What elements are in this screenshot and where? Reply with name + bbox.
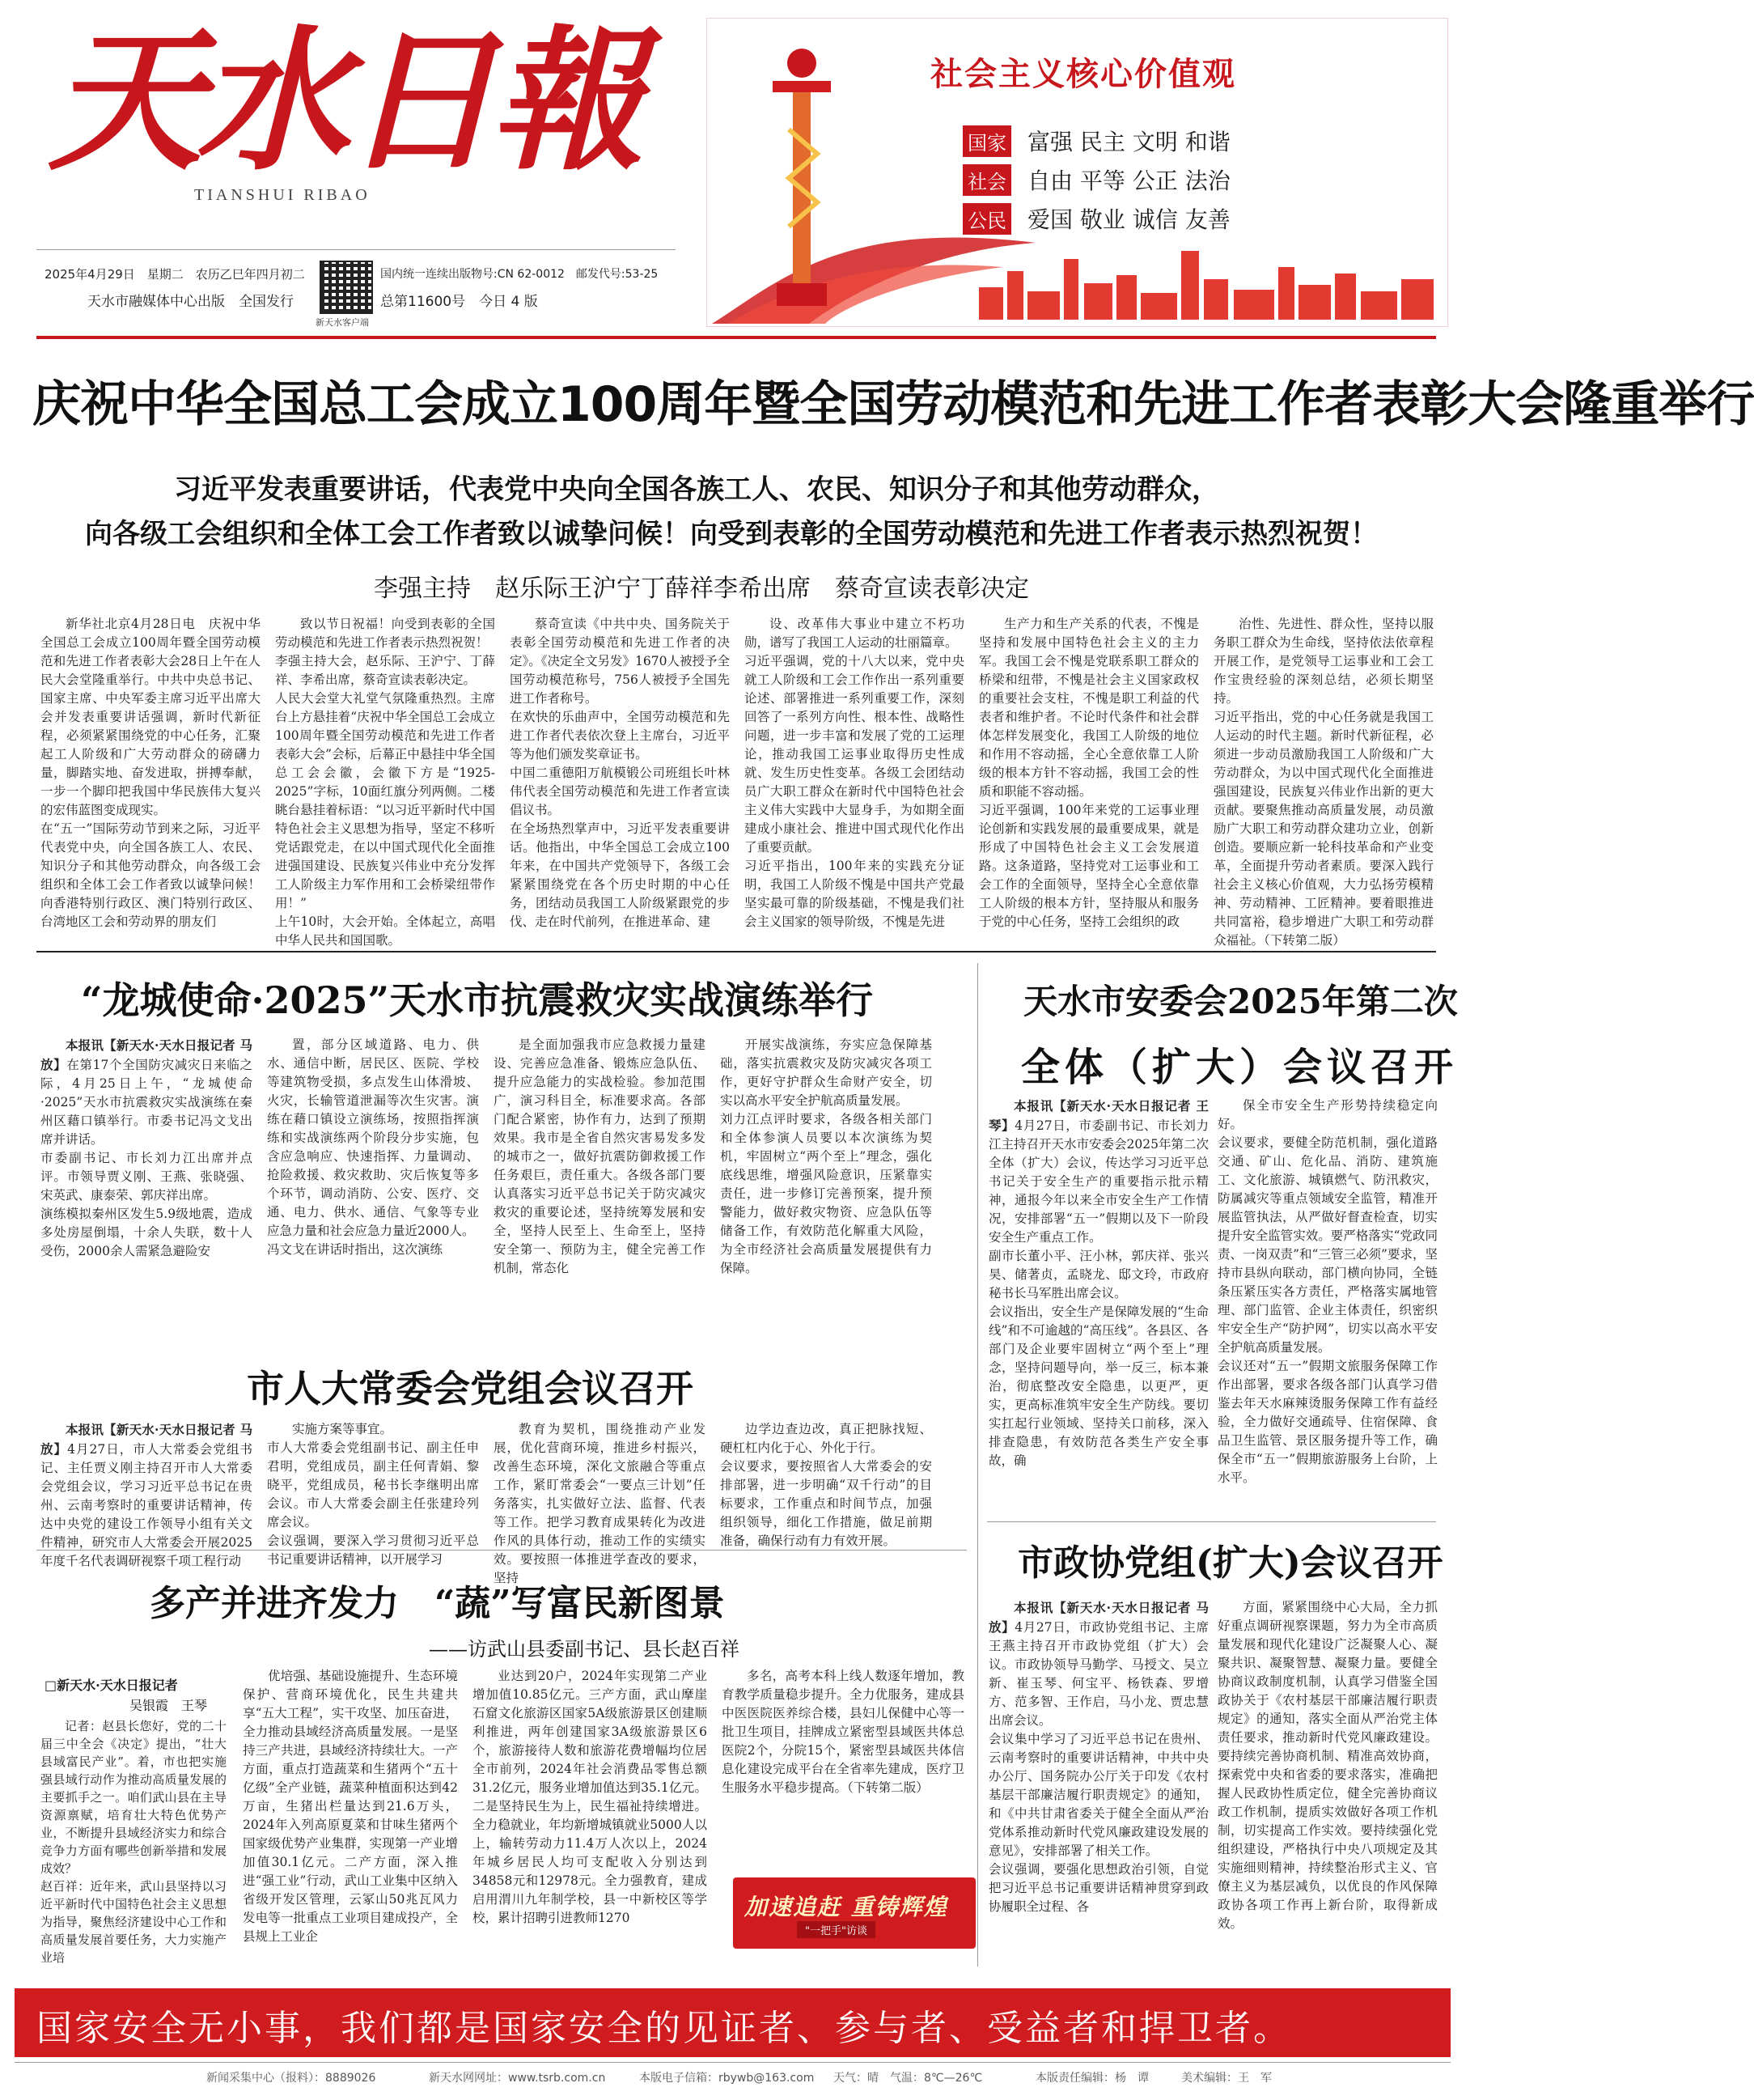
interview-column-1 — [40, 1717, 227, 1972]
interview-column-text: 记者：赵县长您好，党的二十届三中全会《决定》提出，“壮大县域富民产业”。着，市也把实施强县域行动作为推动高质量发展的主要抓手之一。咱们武山县在主导资源禀赋，培育壮大特色优势产业，不断提升县域经济实力和综合竞争力方面有哪些创新举措和发展成效？ 赵百祥：近年来，武山县坚持以习近平新时代中国特色社会主义思想为指导，聚焦经济建设中心工作和高质量发展首要任务，大力实施产业培 — [40, 1719, 227, 1965]
stamp-subtitle: "一把手"访谈 — [797, 1921, 875, 1938]
cppcc-column-1 — [989, 1598, 1209, 1971]
cppcc-byline: 本报讯【新天水·天水日报记者 马放】 — [989, 1600, 1209, 1635]
lead-column-text: 生产力和生产关系的代表，不愧是坚持和发展中国特色社会主义的主力军。我国工会不愧是党联系职工群众的桥梁和纽带，不愧是社会主义国家政权的重要社会支柱，不愧是职工利益的代表者和维护者。不论时代条件和社会群体怎样发展变化，我国工人阶级的地位和作用不容动摇，全心全意依靠工人阶级的根本方针不容动摇，我国工会的性质和职能不容动摇。 习近平强调，100年来党的工运事业理论创新和实践发展的最重要成果，就是形成了中国特色社会主义工会发展道路。这条道路，坚持党对工运事业和工会工作的全面领导，坚持全心全意依靠工人阶级的根本方针，坚持服从和服务于党的中心任务，坚持工会组织的政 — [979, 617, 1199, 929]
national-security-slogan: 国家安全无小事，我们都是国家安全的见证者、参与者、受益者和捍卫者。 — [36, 2008, 1291, 2049]
footer-email[interactable]: 本版电子信箱：rbywb@163.com — [639, 2072, 815, 2085]
lead-column-text: 蔡奇宣读《中共中央、国务院关于表彰全国劳动模范和先进工作者的决定》。《决定全文另发》1670人被授予全国劳动模范称号，756人被授予全国先进工作者称号。 在欢快的乐曲声中，全国劳动模范和先进工作者代表依次登上主席台，习近平等为他们颁发奖章证书。 中国二重德阳万航模锻公司班组长叶林伟代表全国劳动模范和先进工作者宣读倡议书。 在全场热烈掌声中，习近平发表重要讲话。他指出，中华全国总工会成立100年来，在中国共产党领导下，各级工会紧紧围绕党在各个历史时期的中心任务，团结动员我国工人阶级紧跟党的步伐、走在时代前列，在推进革命、建 — [510, 617, 730, 929]
safety-column-text: 4月27日，市委副书记、市长刘力江主持召开天水市安委会2025年第二次全体（扩大）会议，传达学习习近平总书记关于安全生产的重要指示批示精神，通报今年以来全市安全生产工作情况，安排部署“五一”假期以及下一阶段安全生产重点工作。 副市长董小平、汪小林，郭庆祥、张兴昊、储著贞，孟晓龙、邸文玲，市政府秘书长马军胜出席会议。 会议指出，安全生产是保障发展的“生命线”和不可逾越的“高压线”。各县区、各部门及企业要牢固树立“两个至上”理念，坚持问题导向，举一反三，标本兼治，彻底整改安全隐患，以更严，更实，更高标准筑牢安全生产防线。要切实扛起行业领域、坚持关口前移，深入排查隐患，有效防范各类生产安全事故，确 — [989, 1118, 1209, 1468]
drill-headline[interactable]: “龙城使命·2025”天水市抗震救灾实战演练举行 — [81, 978, 873, 1022]
core-values-title: 社会主义核心价值观 — [930, 55, 1236, 93]
issue-line: 总第11600号 今日 4 版 — [380, 294, 538, 310]
npc-column-text: 教育为契机，围绕推动产业发展，优化营商环境，推进乡村振兴，改善生态环境，深化文旅融合等重点工作，紧盯常委会“一要点三计划”任务落实，扎实做好立法、监督、代表等工作。把学习教育成果转化为改进作风的具体行动，推动工作的实绩实效。要按照一体推进学查改的要求，坚持 — [494, 1422, 705, 1585]
city-skyline-graphic — [971, 243, 1440, 320]
section-divider — [36, 951, 1436, 952]
masthead-logo: 天水日報 — [49, 11, 638, 191]
lead-column-2 — [275, 615, 495, 948]
values-text: 富强 民主 文明 和谐 — [1027, 129, 1231, 155]
interview-column-text: 优培强、基础设施提升、生态环境保护、营商环境优化，民生共建共享“五大工程”，实干攻坚、加压奋进，全力推动县域经济高质量发展。一是坚持三产共进，县域经济持续壮大。一产方面，重点打造蔬菜和生猪两个“五十亿级”全产业链，蔬菜种植面积达到42万亩，生猪出栏量达到21.6万头，2024年入列高原夏菜和甘味生猪两个国家级优势产业集群，实现第一产业增加值30.1亿元。二产方面，深入推进“强工业”行动，武山工业集中区纳入省级开发区管理，云冢山50兆瓦风力发电等一批重点工业项目建成投产，全县规上工业企 — [243, 1669, 458, 1944]
values-row-citizen — [963, 202, 1231, 235]
lead-column-1 — [40, 615, 261, 939]
lead-column-text: 治性、先进性、群众性，坚持以服务职工群众为生命线，坚持依法依章程开展工作，是党领导工运事业和工会工作宝贵经验的深刻总结，必须长期坚持。 习近平指出，党的中心任务就是我国工人运动的时代主题。新时代新征程，必须进一步动员激励我国工人阶级和广大劳动群众，为以中国式现代化全面推进强国建设，民族复兴伟业作出新的更大贡献。要聚焦推动高质量发展，动员激励广大职工和劳动群众建功立业，创新创造。要顺应新一轮科技革命和产业变革，全面提升劳动者素质。要深入践行社会主义核心价值观，大力弘扬劳模精神、劳动精神、工匠精神。要着眼推进共同富裕，稳步增进广大职工和劳动群众福祉。（下转第二版） — [1214, 617, 1434, 948]
lead-column-4 — [744, 615, 964, 939]
date-line: 2025年4月29日 星期二 农历乙巳年四月初二 — [44, 267, 305, 282]
values-tag: 公民 — [963, 203, 1011, 235]
npc-column-text: 4月27日，市人大常委会党组书记、主任贾义刚主持召开市人大常委会党组会议，学习习近平总书记在贵州、云南考察时的重要讲话精神，传达中央党的建设工作领导小组有关文件精神，研究市人大常委会开展2025年度千名代表调研视察千项工程行动 — [40, 1442, 252, 1568]
footer-hotline: 新闻采集中心（报料）：8889026 — [206, 2072, 376, 2085]
interview-reporters-label: □新天水·天水日报记者 — [44, 1678, 178, 1693]
cppcc-column-2 — [1218, 1598, 1438, 1971]
header-rule — [36, 336, 1436, 339]
values-text: 爱国 敬业 诚信 友善 — [1027, 206, 1231, 233]
interview-headline[interactable]: 多产并进齐发力 “蔬”写富民新图景 — [150, 1583, 725, 1624]
drill-byline: 本报讯【新天水·天水日报记者 马放】 — [40, 1037, 252, 1072]
cppcc-headline[interactable]: 市政协党组(扩大)会议召开 — [1018, 1542, 1443, 1584]
drill-column-4 — [720, 1036, 932, 1343]
lead-subheadline-2: 向各级工会组织和全体工会工作者致以诚挚问候！向受到表彰的全国劳动模范和先进工作者表示热烈祝贺！ — [85, 518, 1378, 550]
interview-subhead: ——访武山县委副书记、县长赵百祥 — [429, 1638, 739, 1661]
npc-column-text: 边学边查边改，真正把脉找短、硬杠杠内化于心、外化于行。 会议要求，要按照省人大常委会的安排部署，进一步明确“双千行动”的目标要求，工作重点和时间节点，加强组织领导，细化工作措施，做足前期准备，确保行动有力有效开展。 — [720, 1422, 932, 1548]
lead-subheadline-3: 李强主持 赵乐际王沪宁丁薛祥李希出席 蔡奇宣读表彰决定 — [374, 575, 1029, 603]
lead-headline[interactable]: 庆祝中华全国总工会成立100周年暨全国劳动模范和先进工作者表彰大会隆重举行 — [32, 376, 1754, 433]
footer-website[interactable]: 新天水网网址：www.tsrb.com.cn — [429, 2072, 606, 2085]
cppcc-column-text: 方面，紧紧围绕中心大局，全力抓好重点调研视察课题，努力为全市高质量发展和现代化建设广泛凝聚人心、凝聚共识、凝聚智慧、凝聚力量。要健全协商议政制度机制，认真学习借鉴全国政协关于《农村基层干部廉洁履行职责规定》的通知，落实全面从严治党主体责任要求，推动新时代党风廉政建设。要持续完善协商机制、精准高效协商，探索党中央和省委的要求落实，准确把握人民政协性质定位，健全完善协商议政工作机制，提质实效做好各项工作机制，切实提高工作实效。要持续强化党组织建设，严格执行中央八项规定及其实施细则精神，持续整治形式主义、官僚主义为基层减负，以优良的作风保障政协各项工作再上新台阶，取得新成效。 — [1218, 1600, 1438, 1931]
npc-column-text: 实施方案等事宜。 市人大常委会党组副书记、副主任申君明，党组成员，副主任何青娟、黎晓平，党组成员，秘书长李继明出席会议。市人大常委会副主任张建玲列席会议。 会议强调，要深入学习贯彻习近平总书记重要讲话精神，以开展学习 — [267, 1422, 479, 1567]
section-divider — [36, 1550, 967, 1551]
interview-column-text: 业达到20户，2024年实现第二产业增加值10.85亿元。三产方面，武山摩崖石窟文化旅游区国家5A级旅游景区创建顺利推进，两年创建国家3A级旅游景区6个，旅游接待人数和旅游花费增幅均位居全市前列，2024年社会消费品零售总额31.2亿元，服务业增加值达到35.1亿元。二是坚持民生为上，民生福祉持续增进。全力稳就业，年均新增城镇就业5000人以上，输转劳动力11.4万人次以上，2024年城乡居民人均可支配收入分别达到34858元和12978元。全力强教育，建成启用渭川九年制学校，县一中新校区等学校，累计招聘引进教师1270 — [472, 1669, 707, 1925]
interview-column-2 — [243, 1667, 458, 1972]
values-tag: 社会 — [963, 164, 1011, 196]
lead-column-6 — [1214, 615, 1434, 948]
npc-byline: 本报讯【新天水·天水日报记者 马放】 — [40, 1422, 252, 1457]
npc-headline[interactable]: 市人大常委会党组会议召开 — [247, 1367, 693, 1411]
interview-column-4 — [722, 1667, 964, 1861]
interview-column-text: 多名，高考本科上线人数逐年增加，教育教学质量稳步提升。全力优服务，建成县中医医院医养综合楼，县妇儿保健中心等一批卫生项目，挂牌成立紧密型县域医共体总医院2个，分院15个，紧密型县域医共体信息化建设完成平台在全省率先建成，医疗卫生服务水平稳步提高。（下转第二版） — [722, 1669, 964, 1795]
interview-column-3 — [472, 1667, 707, 1972]
npc-column-2 — [267, 1420, 479, 1567]
drill-column-text: 置，部分区域道路、电力、供水、通信中断，居民区、医院、学校等建筑物受损，多点发生山体滑坡、火灾，长输管道泄漏等次生灾害。演练在藉口镇设立演练场，按照指挥演练和实战演练两个阶段分步实施，包含应急响应、快速指挥、力量调动、抢险救援、救灾救助、灾后恢复等多个环节，调动消防、公安、医疗、交通、电力、供水、通信、气象等专业应急力量和社会应急力量近2000人。 冯文戈在讲话时指出，这次演练 — [267, 1037, 479, 1257]
masthead-pinyin: TIANSHUI RIBAO — [194, 186, 371, 204]
npc-column-3 — [494, 1420, 705, 1585]
stamp-text: 加速追赶 重铸辉煌 — [744, 1894, 948, 1920]
lead-column-text: 新华社北京4月28日电 庆祝中华全国总工会成立100周年暨全国劳动模范和先进工作者表彰大会28日上午在人民大会堂隆重举行。中共中央总书记、国家主席、中央军委主席习近平出席大会并发表重要讲话强调，新时代新征程，必须紧紧围绕党的中心任务，汇聚起工人阶级和广大劳动群众的磅礴力量，脚踏实地、奋发进取，拼搏奉献，一步一个脚印把我国中华民族伟大复兴的宏伟蓝图变成现实。 在“五一”国际劳动节到来之际，习近平代表党中央，向全国各族工人、农民、知识分子和其他劳动群众，向各级工会组织和全体工会工作者致以诚挚问候！向香港特别行政区、澳门特别行政区、台湾地区工会和劳动界的朋友们 — [40, 617, 261, 929]
interview-reporters: 吴银霞 王琴 — [129, 1698, 208, 1713]
safety-byline: 本报讯【新天水·天水日报记者 王琴】 — [989, 1098, 1209, 1133]
lead-column-text: 设、改革伟大事业中建立不朽功勋，谱写了我国工人运动的壮丽篇章。 习近平强调，党的十八大以来，党中央就工人阶级和工会工作作出一系列重要论述、部署推进一系列重要工作，深刻回答了一系列方向性、根本性、战略性问题，进一步丰富和发展了党的工运理论，推动我国工运事业取得历史性成就、发生历史性变革。各级工会团结动员广大职工群众在新时代中国特色社会主义伟大实践中大显身手，为如期全面建成小康社会、推进中国式现代化作出了重要贡献。 习近平指出，100年来的实践充分证明，我国工人阶级不愧是中国共产党最坚实最可靠的阶级基础，不愧是我们社会主义国家的领导阶级，不愧是先进 — [744, 617, 964, 929]
drill-column-text: 是全面加强我市应急救援力量建设、完善应急准备、锻炼应急队伍、提升应急能力的实战检验。参加范围广，演习科目全，标准要求高。各部门配合紧密，协作有力，达到了预期效果。我市是全省自然灾害易发多发的城市之一，做好抗震防御救援工作任务艰巨，责任重大。各级各部门要认真落实习近平总书记关于防灾减灾救灾的重要论述，坚持统筹发展和安全，坚持人民至上、生命至上，坚持安全第一、预防为主，健全完善工作机制，常态化 — [494, 1037, 705, 1275]
values-tag: 国家 — [963, 125, 1011, 157]
footer-weather: 天气：晴 气温：8℃—26℃ — [833, 2072, 983, 2085]
qr-caption: 新天水客户端 — [316, 317, 369, 328]
lead-column-text: 致以节日祝福！向受到表彰的全国劳动模范和先进工作者表示热烈祝贺！ 李强主持大会，赵乐际、王沪宁、丁薛祥、李希出席，蔡奇宣读表彰决定。 人民大会堂大礼堂气氛隆重热烈。主席台上方悬挂着“庆祝中华全国总工会成立100周年暨全国劳动模范和先进工作者表彰大会”会标，后幕正中悬挂中华全国总工会会徽，会徽下方是“1925-2025”字标，10面红旗分列两侧。二楼眺台悬挂着标语：“以习近平新时代中国特色社会主义思想为指导，坚定不移听党话跟党走，在以中国式现代化全面推进强国建设、民族复兴伟业中充分发挥工人阶级主力军作用和工会桥梁纽带作用！” 上午10时，大会开始。全体起立，高唱中华人民共和国国歌。 — [275, 617, 495, 948]
lead-column-5 — [979, 615, 1199, 939]
drill-column-3 — [494, 1036, 705, 1343]
section-divider — [987, 1521, 1436, 1522]
masthead-divider — [36, 249, 676, 250]
footer-rule — [15, 2062, 1451, 2063]
drill-column-1 — [40, 1036, 252, 1343]
npc-column-4 — [720, 1420, 932, 1548]
safety-column-text: 保全市安全生产形势持续稳定向好。 会议要求，要健全防范机制，强化道路交通、矿山、危化品、消防、建筑施工、文化旅游、城镇燃气、防汛救灾，防属减灾等重点领域安全监管，精准开展监管执法，从严做好督查检查，切实提升安全监管实效。要严格落实“党政同责、一岗双责”和“三管三必须”要求，坚持市县纵向联动，部门横向协同，全链条压紧压实各方责任，严格落实属地管理、部门监管、企业主体责任，织密织牢安全生产“防护网”，切实以高水平安全护航高质量发展。 会议还对“五一”假期文旅服务保障工作作出部署，要求各级各部门认真学习借鉴去年天水麻辣烫服务保障工作有益经验，全力做好交通疏导、住宿保障、食品卫生监管、景区服务提升等工作，确保全市“五一”假期旅游服务上台阶，上水平。 — [1218, 1098, 1438, 1485]
footer-art-editor: 美术编辑：王 军 — [1181, 2072, 1272, 2085]
drill-column-text: 在第17个全国防灾减灾日来临之际，4月25日上午，“龙城使命·2025”天水市抗震救灾实战演练在秦州区藉口镇举行。市委书记冯文戈出席并讲话。 市委副书记、市长刘力江出席并点评。市领导贾义刚、王燕、张晓强、宋英武、康泰荣、郭庆祥出席。 演练模拟秦州区发生5.9级地震，造成多处房屋倒塌，十余人失联，数十人受伤，2000余人需紧急避险安 — [40, 1058, 252, 1258]
qr-code-icon[interactable] — [320, 261, 373, 314]
safety-headline-line2[interactable]: 全体（扩大）会议召开 — [1021, 1045, 1459, 1090]
values-row-society — [963, 163, 1231, 196]
drill-column-text: 开展实战演练，夯实应急保障基础，落实抗震救灾及防灾减灾各项工作，更好守护群众生命财产安全，切实以高水平安全护航高质量发展。 刘力江点评时要求，各级各相关部门和全体参演人员要以本次演练为契机，牢固树立“两个至上”理念，强化底线思维，增强风险意识，压紧靠实责任，进一步修订完善预案，提升预警能力，做好救灾物资、应急队伍等储备工作，有效防范化解重大风险，为全市经济社会高质量发展提供有力保障。 — [720, 1037, 932, 1275]
safety-column-1 — [989, 1097, 1209, 1517]
column-divider — [977, 963, 978, 1966]
values-row-nation — [963, 125, 1231, 157]
issn-line: 国内统一连续出版物号:CN 62-0012 邮发代号:53-25 — [380, 268, 659, 281]
cppcc-column-text: 4月27日，市政协党组书记、主席王燕主持召开市政协党组（扩大）会议。市政协领导马勤学、马授文、吴立新、崔玉琴、何宝平、杨铁森、罗增方、范多智、王作启，马小龙、贾忠慧出席会议。 会议集中学习了习近平总书记在贵州、云南考察时的重要讲话精神，中共中央办公厅、国务院办公厅关于印发《农村基层干部廉洁履行职责规定》的通知，和《中共甘肃省委关于健全全面从严治党体系推动新时代党风廉政建设发展的意见》，安排部署了相关工作。 会议强调，要强化思想政治引领，自觉把习近平总书记重要讲话精神贯穿到政协履职全过程、各 — [989, 1620, 1209, 1914]
publisher-line: 天水市融媒体中心出版 全国发行 — [87, 294, 294, 310]
safety-headline-line1[interactable]: 天水市安委会2025年第二次 — [1023, 982, 1458, 1021]
footer-editor: 本版责任编辑：杨 谭 — [1036, 2072, 1149, 2085]
lead-column-3 — [510, 615, 730, 939]
drill-column-2 — [267, 1036, 479, 1343]
safety-column-2 — [1218, 1097, 1438, 1517]
lead-subheadline-1: 习近平发表重要讲话，代表党中央向全国各族工人、农民、知识分子和其他劳动群众， — [174, 473, 1219, 506]
npc-column-1 — [40, 1420, 252, 1568]
huabiao-monument-icon — [756, 32, 845, 308]
values-text: 自由 平等 公正 法治 — [1027, 168, 1231, 194]
